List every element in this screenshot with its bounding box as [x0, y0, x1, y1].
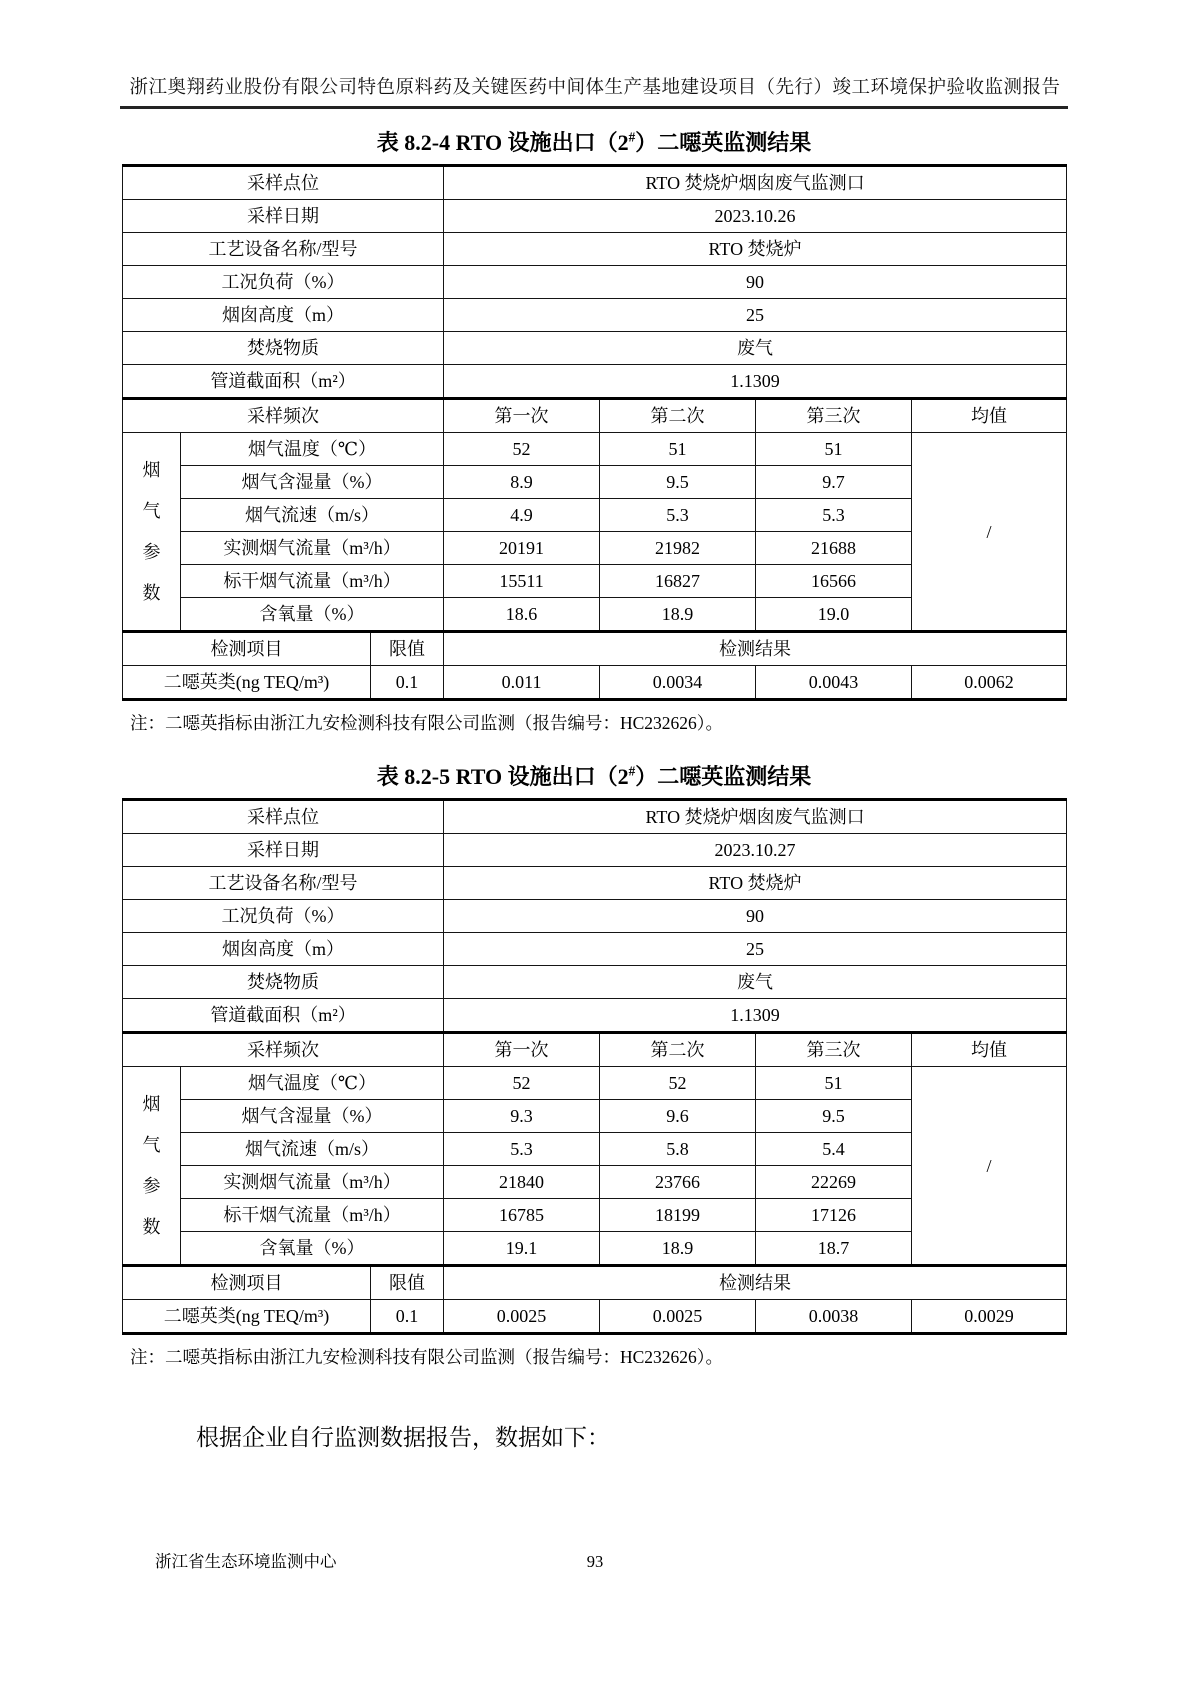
param-value: 17126	[756, 1199, 912, 1232]
param-value: 8.9	[444, 466, 600, 499]
page-content	[122, 128, 1066, 1454]
param-group-char: 数	[142, 1216, 161, 1237]
param-group-char: 参	[142, 1175, 161, 1196]
result-mean-value: 0.0062	[912, 666, 1067, 700]
result-value: 0.0025	[600, 1300, 756, 1334]
param-label: 烟气温度（℃）	[181, 1067, 444, 1100]
param-group-label	[123, 433, 181, 632]
result-item-header: 检测项目	[123, 632, 371, 666]
info-label: 焚烧物质	[123, 332, 444, 365]
param-value: 22269	[756, 1166, 912, 1199]
info-value: RTO 焚烧炉烟囱废气监测口	[444, 800, 1067, 834]
param-value: 23766	[600, 1166, 756, 1199]
param-label: 烟气流速（m/s）	[181, 499, 444, 532]
param-value: 15511	[444, 565, 600, 598]
result-value: 0.011	[444, 666, 600, 700]
param-group-char: 烟	[142, 1093, 161, 1114]
result-mean-value: 0.0029	[912, 1300, 1067, 1334]
frequency-column-header: 第二次	[600, 399, 756, 433]
param-label: 烟气流速（m/s）	[181, 1133, 444, 1166]
footer-organization: 浙江省生态环境监测中心	[155, 1552, 337, 1571]
param-label: 烟气含湿量（%）	[181, 1100, 444, 1133]
info-label: 管道截面积（m²）	[123, 365, 444, 399]
info-value: 25	[444, 933, 1067, 966]
param-value: 21840	[444, 1166, 600, 1199]
param-value: 52	[600, 1067, 756, 1100]
info-label: 采样日期	[123, 834, 444, 867]
param-value: 9.7	[756, 466, 912, 499]
param-mean-value: /	[912, 1067, 1067, 1266]
result-value: 0.0043	[756, 666, 912, 700]
info-value: RTO 焚烧炉	[444, 233, 1067, 266]
info-label: 工艺设备名称/型号	[123, 867, 444, 900]
report-header: 浙江奥翔药业股份有限公司特色原料药及关键医药中间体生产基地建设项目（先行）竣工环境保护验收监测报告	[129, 78, 1061, 98]
frequency-column-header: 第三次	[756, 1033, 912, 1067]
frequency-column-header: 第三次	[756, 399, 912, 433]
param-value: 16827	[600, 565, 756, 598]
param-value: 18199	[600, 1199, 756, 1232]
monitoring-table-8-2-4	[122, 164, 1067, 701]
param-label: 含氧量（%）	[181, 598, 444, 632]
param-value: 5.3	[756, 499, 912, 532]
result-value: 0.0038	[756, 1300, 912, 1334]
info-value: 25	[444, 299, 1067, 332]
param-value: 5.4	[756, 1133, 912, 1166]
param-value: 19.1	[444, 1232, 600, 1266]
info-label: 工艺设备名称/型号	[123, 233, 444, 266]
param-label: 含氧量（%）	[181, 1232, 444, 1266]
table-note: 注：二噁英指标由浙江九安检测科技有限公司监测（报告编号：HC232626）。	[130, 1347, 724, 1367]
param-value: 21982	[600, 532, 756, 565]
param-value: 5.3	[600, 499, 756, 532]
result-limit-value: 0.1	[371, 666, 444, 700]
info-value: 90	[444, 900, 1067, 933]
param-value: 18.7	[756, 1232, 912, 1266]
frequency-column-header: 第二次	[600, 1033, 756, 1067]
table-title-8-2-5	[122, 762, 1066, 792]
info-value: 废气	[444, 332, 1067, 365]
table-title-superscript: #	[628, 763, 636, 779]
param-label: 实测烟气流量（m³/h）	[181, 1166, 444, 1199]
info-value: 2023.10.27	[444, 834, 1067, 867]
sampling-frequency-label: 采样频次	[123, 1033, 444, 1067]
info-label: 工况负荷（%）	[123, 266, 444, 299]
table-title-text: 表 8.2-5 RTO 设施出口（2	[376, 764, 629, 789]
result-header: 检测结果	[444, 632, 1067, 666]
param-value: 51	[756, 433, 912, 466]
param-label: 烟气温度（℃）	[181, 433, 444, 466]
section-table-8-2-4	[122, 128, 1066, 736]
info-value: 1.1309	[444, 365, 1067, 399]
body-paragraph: 根据企业自行监测数据报告，数据如下：	[196, 1425, 610, 1450]
info-label: 工况负荷（%）	[123, 900, 444, 933]
header-rule	[120, 106, 1068, 109]
param-label: 标干烟气流量（m³/h）	[181, 1199, 444, 1232]
param-group-char: 气	[142, 500, 161, 521]
result-limit-header: 限值	[371, 632, 444, 666]
info-value: 1.1309	[444, 999, 1067, 1033]
info-value: 废气	[444, 966, 1067, 999]
frequency-column-header: 均值	[912, 1033, 1067, 1067]
info-value: RTO 焚烧炉	[444, 867, 1067, 900]
param-value: 9.3	[444, 1100, 600, 1133]
param-label: 烟气含湿量（%）	[181, 466, 444, 499]
param-value: 16785	[444, 1199, 600, 1232]
result-item: 二噁英类(ng TEQ/m³)	[123, 666, 371, 700]
param-value: 20191	[444, 532, 600, 565]
monitoring-table-8-2-5	[122, 798, 1067, 1335]
section-table-8-2-5	[122, 762, 1066, 1370]
param-value: 18.6	[444, 598, 600, 632]
param-group-char: 参	[142, 541, 161, 562]
param-group-char: 烟	[142, 459, 161, 480]
info-label: 采样点位	[123, 800, 444, 834]
param-value: 19.0	[756, 598, 912, 632]
info-value: 90	[444, 266, 1067, 299]
table-note: 注：二噁英指标由浙江九安检测科技有限公司监测（报告编号：HC232626）。	[130, 713, 724, 733]
param-value: 21688	[756, 532, 912, 565]
result-value: 0.0025	[444, 1300, 600, 1334]
param-value: 5.8	[600, 1133, 756, 1166]
result-limit-value: 0.1	[371, 1300, 444, 1334]
param-value: 51	[600, 433, 756, 466]
frequency-column-header: 均值	[912, 399, 1067, 433]
param-label: 实测烟气流量（m³/h）	[181, 532, 444, 565]
info-label: 采样点位	[123, 166, 444, 200]
table-title-text: ）二噁英监测结果	[635, 764, 812, 789]
info-label: 烟囱高度（m）	[123, 299, 444, 332]
param-value: 16566	[756, 565, 912, 598]
result-header: 检测结果	[444, 1266, 1067, 1300]
table-title-superscript: #	[628, 129, 636, 145]
param-mean-value: /	[912, 433, 1067, 632]
table-title-text: ）二噁英监测结果	[635, 130, 812, 155]
info-label: 管道截面积（m²）	[123, 999, 444, 1033]
param-value: 4.9	[444, 499, 600, 532]
result-limit-header: 限值	[371, 1266, 444, 1300]
param-group-label	[123, 1067, 181, 1266]
param-value: 18.9	[600, 598, 756, 632]
param-value: 9.5	[756, 1100, 912, 1133]
param-value: 18.9	[600, 1232, 756, 1266]
page-number: 93	[586, 1552, 604, 1571]
table-title-text: 表 8.2-4 RTO 设施出口（2	[376, 130, 629, 155]
result-item: 二噁英类(ng TEQ/m³)	[123, 1300, 371, 1334]
info-label: 烟囱高度（m）	[123, 933, 444, 966]
param-group-char: 数	[142, 582, 161, 603]
table-title-8-2-4	[122, 128, 1066, 158]
param-value: 9.5	[600, 466, 756, 499]
result-item-header: 检测项目	[123, 1266, 371, 1300]
frequency-column-header: 第一次	[444, 399, 600, 433]
param-value: 52	[444, 433, 600, 466]
param-value: 9.6	[600, 1100, 756, 1133]
sampling-frequency-label: 采样频次	[123, 399, 444, 433]
param-value: 5.3	[444, 1133, 600, 1166]
param-group-char: 气	[142, 1134, 161, 1155]
param-label: 标干烟气流量（m³/h）	[181, 565, 444, 598]
info-label: 采样日期	[123, 200, 444, 233]
result-value: 0.0034	[600, 666, 756, 700]
frequency-column-header: 第一次	[444, 1033, 600, 1067]
param-value: 52	[444, 1067, 600, 1100]
info-value: 2023.10.26	[444, 200, 1067, 233]
info-label: 焚烧物质	[123, 966, 444, 999]
param-value: 51	[756, 1067, 912, 1100]
info-value: RTO 焚烧炉烟囱废气监测口	[444, 166, 1067, 200]
